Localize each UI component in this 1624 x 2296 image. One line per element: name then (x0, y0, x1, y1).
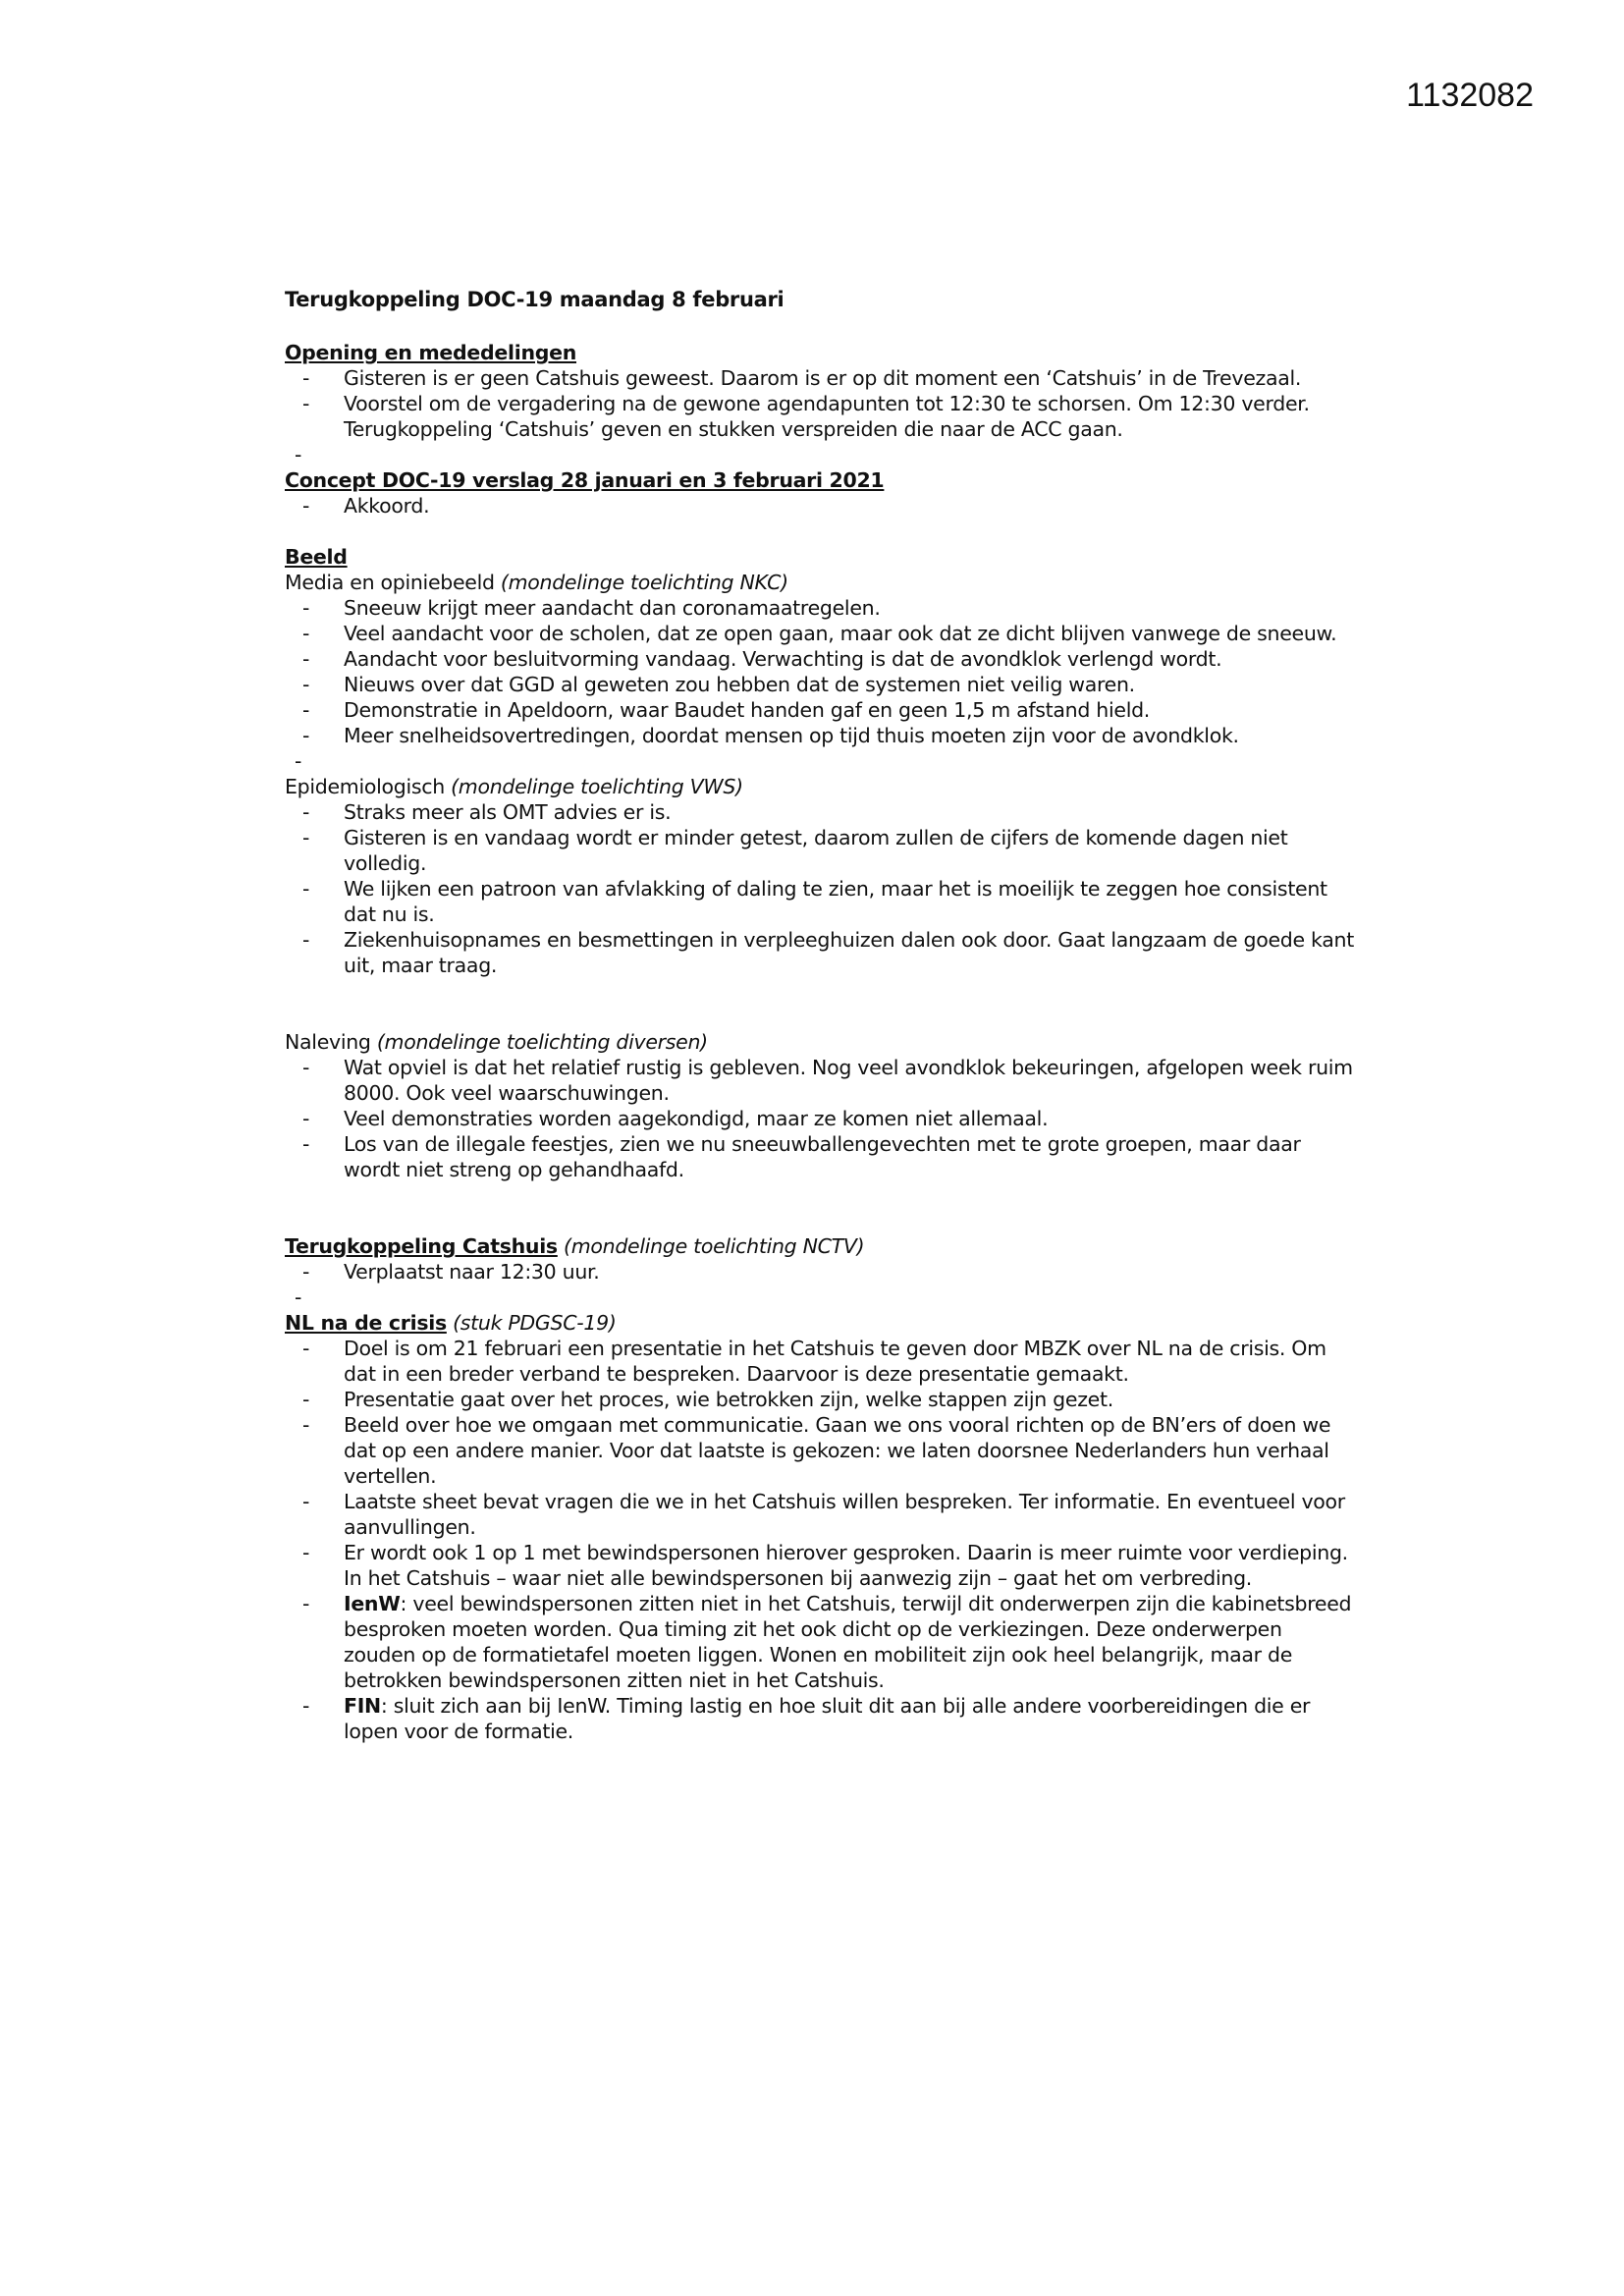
party-comment: : veel bewindspersonen zitten niet in het Catshuis, terwijl dit onderwerpen zijn die kabinetsbreed besproken moeten worden. Qua timing zit het ook dicht op de verkiezingen. Deze onderwerpen zouden op de formatietafel moeten liggen. Wonen en mobiliteit zijn ook heel belangrijk, maar de betrokken bewindspersonen zitten niet in het Catshuis. (344, 1592, 1352, 1692)
list-item: - Beeld over hoe we omgaan met communicatie. Gaan we ons vooral richten op de BN’ers of doen we dat op een andere manier. Voor dat laatste is gekozen: we laten doorsnee Nederlanders hun verhaal vertellen. (285, 1412, 1355, 1489)
list-item: - Presentatie gaat over het proces, wie betrokken zijn, welke stappen zijn gezet. (285, 1387, 1355, 1412)
subheading-note: (mondelinge toelichting VWS) (451, 775, 743, 798)
party-comment: : sluit zich aan bij IenW. Timing lastig en hoe sluit dit aan bij alle andere voorbereidingen die er lopen voor de formatie. (344, 1694, 1311, 1743)
bullet-list (285, 365, 1355, 442)
section-concept (285, 467, 1355, 519)
section-heading: Opening en mededelingen (285, 341, 577, 364)
list-item-ienw (285, 1591, 1355, 1693)
list-item: - Veel demonstraties worden aagekondigd, maar ze komen niet allemaal. (285, 1106, 1355, 1131)
list-item: - Verplaatst naar 12:30 uur. (285, 1259, 1355, 1285)
subheading-label: Epidemiologisch (285, 775, 452, 798)
subheading-label: Naleving (285, 1030, 377, 1054)
subheading-naleving (285, 1029, 1355, 1055)
list-item: - Sneeuw krijgt meer aandacht dan coronamaatregelen. (285, 595, 1355, 621)
list-item: - Veel aandacht voor de scholen, dat ze open gaan, maar ook dat ze dicht blijven vanwege de sneeuw. (285, 621, 1355, 646)
list-item-fin (285, 1693, 1355, 1744)
spacer (285, 519, 1355, 544)
bullet-list (285, 595, 1355, 748)
list-item: - Straks meer als OMT advies er is. (285, 799, 1355, 825)
section-beeld (285, 544, 1355, 1182)
list-item: - Er wordt ook 1 op 1 met bewindspersonen hierover gesproken. Daarin is meer ruimte voor verdieping. In het Catshuis – waar niet alle bewindspersonen bij aanwezig zijn – gaat het om verbreding. (285, 1540, 1355, 1591)
list-item: - Ziekenhuisopnames en besmettingen in verpleeghuizen dalen ook door. Gaat langzaam de goede kant uit, maar traag. (285, 927, 1355, 978)
subheading-label: Media en opiniebeeld (285, 571, 501, 594)
empty-bullet: - (295, 443, 302, 466)
document-number: 1132082 (1406, 77, 1534, 114)
bullet-list (285, 1259, 1355, 1285)
list-item: - Laatste sheet bevat vragen die we in het Catshuis willen bespreken. Ter informatie. En eventueel voor aanvullingen. (285, 1489, 1355, 1540)
subheading-note: (mondelinge toelichting diversen) (376, 1030, 708, 1054)
section-opening (285, 340, 1355, 467)
list-item: - Wat opviel is dat het relatief rustig is gebleven. Nog veel avondklok bekeuringen, afgelopen week ruim 8000. Ook veel waarschuwingen. (285, 1055, 1355, 1106)
party-label: FIN (344, 1694, 381, 1718)
section-heading-row (285, 1233, 1355, 1259)
list-item: - Meer snelheidsovertredingen, doordat mensen op tijd thuis moeten zijn voor de avondklok. (285, 723, 1355, 748)
list-item: - Aandacht voor besluitvorming vandaag. Verwachting is dat de avondklok verlengd wordt. (285, 646, 1355, 672)
section-nl-na-de-crisis (285, 1310, 1355, 1744)
bullet-list (285, 493, 1355, 519)
spacer (285, 978, 1355, 1029)
empty-bullet: - (295, 1285, 302, 1309)
document-title: Terugkoppeling DOC-19 maandag 8 februari (285, 288, 785, 311)
empty-bullet: - (295, 749, 302, 773)
bullet-list (285, 799, 1355, 978)
list-item: - Akkoord. (285, 493, 1355, 519)
list-item: - Gisteren is en vandaag wordt er minder getest, daarom zullen de cijfers de komende dagen niet volledig. (285, 825, 1355, 876)
bullet-list (285, 1055, 1355, 1182)
document-page (285, 287, 1355, 1744)
section-note: (mondelinge toelichting NCTV) (557, 1234, 865, 1258)
section-note: (stuk PDGSC-19) (446, 1311, 617, 1335)
subheading-epidemiologisch (285, 774, 1355, 799)
list-item: - We lijken een patroon van afvlakking of daling te zien, maar het is moeilijk te zeggen hoe consistent dat nu is. (285, 876, 1355, 927)
section-heading-row (285, 1310, 1355, 1336)
section-catshuis (285, 1233, 1355, 1310)
section-heading: Beeld (285, 545, 348, 569)
bullet-list (285, 1336, 1355, 1744)
section-heading: NL na de crisis (285, 1311, 447, 1335)
subheading-note: (mondelinge toelichting NKC) (500, 571, 788, 594)
list-item: - Voorstel om de vergadering na de gewone agendapunten tot 12:30 te schorsen. Om 12:30 verder. Terugkoppeling ‘Catshuis’ geven en stukken verspreiden die naar de ACC gaan. (285, 391, 1355, 442)
section-heading: Terugkoppeling Catshuis (285, 1234, 558, 1258)
list-item: - Demonstratie in Apeldoorn, waar Baudet handen gaf en geen 1,5 m afstand hield. (285, 697, 1355, 723)
list-item: - Nieuws over dat GGD al geweten zou hebben dat de systemen niet veilig waren. (285, 672, 1355, 697)
list-item: - Los van de illegale feestjes, zien we nu sneeuwballengevechten met te grote groepen, maar daar wordt niet streng op gehandhaafd. (285, 1131, 1355, 1182)
list-item: - Doel is om 21 februari een presentatie in het Catshuis te geven door MBZK over NL na de crisis. Om dat in een breder verband te bespreken. Daarvoor is deze presentatie gemaakt. (285, 1336, 1355, 1387)
subheading-media (285, 570, 1355, 595)
section-heading: Concept DOC-19 verslag 28 januari en 3 februari 2021 (285, 468, 885, 492)
spacer (285, 1182, 1355, 1233)
list-item: - Gisteren is er geen Catshuis geweest. Daarom is er op dit moment een ‘Catshuis’ in de Trevezaal. (285, 365, 1355, 391)
party-label: IenW (344, 1592, 401, 1615)
